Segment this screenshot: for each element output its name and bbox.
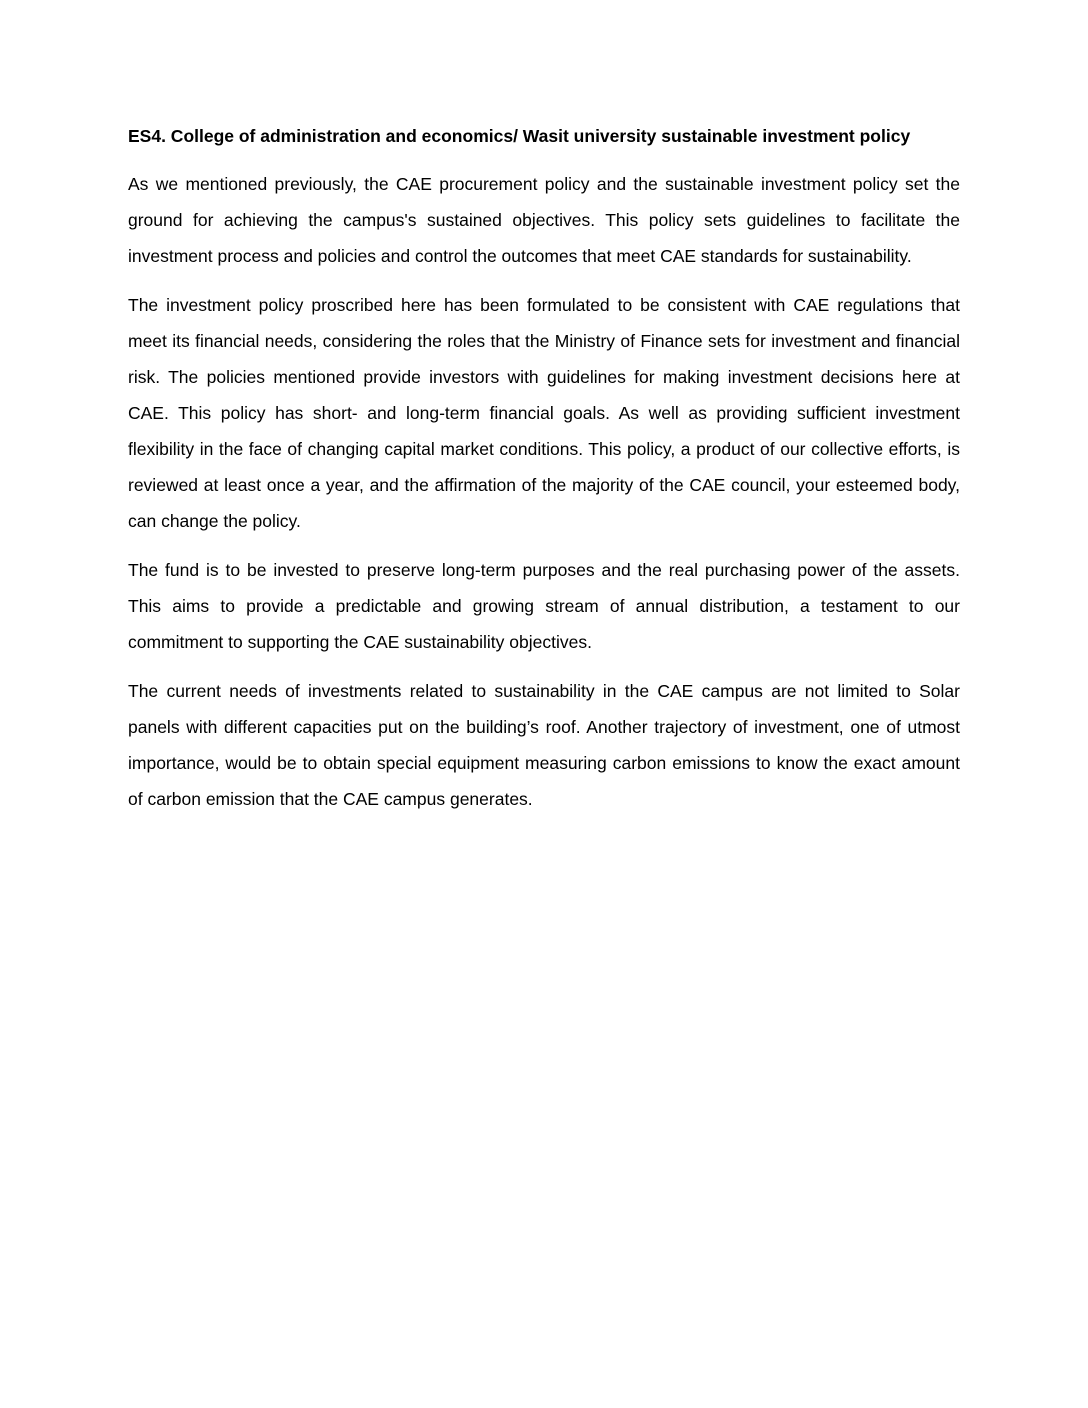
paragraph-intro: As we mentioned previously, the CAE procurement policy and the sustainable investment policy set the ground for achieving the campus's sustained objectives. This policy sets guidelines to facilitate the investment process and policies and control the outcomes that meet CAE standards for sustainability.: [128, 174, 960, 266]
section-heading: ES4. College of administration and economics/ Wasit university sustainable investment policy: [128, 126, 911, 146]
paragraph-investment-policy: The investment policy proscribed here has been formulated to be consistent with CAE regulations that meet its financial needs, considering the roles that the Ministry of Finance sets for investment and financial risk. The policies mentioned provide investors with guidelines for making investment decisions here at CAE. This policy has short- and long-term financial goals. As well as providing sufficient investment flexibility in the face of changing capital market conditions. This policy, a product of our collective efforts, is reviewed at least once a year, and the affirmation of the majority of the CAE council, your esteemed body, can change the policy.: [128, 295, 960, 531]
paragraph-current-needs: The current needs of investments related to sustainability in the CAE campus are not limited to Solar panels with different capacities put on the building’s roof. Another trajectory of investment, one of utmost importance, would be to obtain special equipment measuring carbon emissions to know the exact amount of carbon emission that the CAE campus generates.: [128, 681, 960, 809]
paragraph-fund-purpose: The fund is to be invested to preserve long-term purposes and the real purchasing power of the assets. This aims to provide a predictable and growing stream of annual distribution, a testament to our commitment to supporting the CAE sustainability objectives.: [128, 560, 960, 652]
